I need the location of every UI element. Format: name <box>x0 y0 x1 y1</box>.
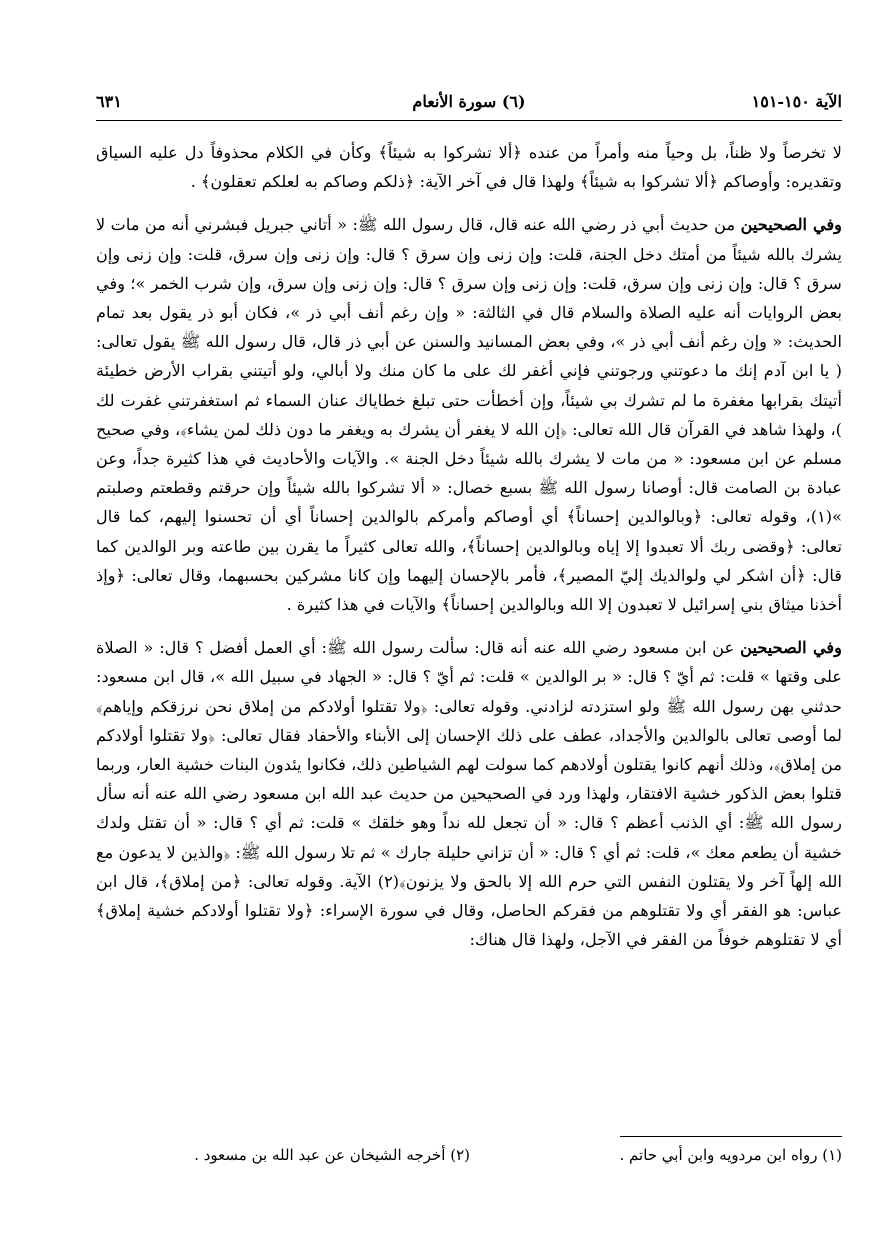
paragraph-text: عن ابن مسعود رضي الله عنه أنه قال: سألت رسول الله ﷺ: أي العمل أفضل ؟ قال: « الصلاة على وقتها » قلت: ثم أيّ ؟ قال: « بر الوالدين » قلت: ثم أيّ ؟ قال: « الجهاد في سبيل الله »، قال ابن مسعود: حدثني بهن رسول الله ﷺ ولو استزدته لزادني. وقوله تعالى: ﴿ولا تقتلوا أولادكم من إملاق نحن نرزقكم وإياهم﴾ لما أوصى تعالى بالوالدين والأجداد، عطف على ذلك الإحسان إلى الأبناء والأحفاد فقال تعالى: ﴿ولا تقتلوا أولادكم من إملاق﴾، وذلك أنهم كانوا يقتلون أولادهم كما سولت لهم الشياطين ذلك، فكانوا يئدون البنات خشية العار، وربما قتلوا بعض الذكور خشية الافتقار، ولهذا ورد في الصحيحين من حديث عبد الله ابن مسعود رضي الله عنه أنه سأل رسول الله ﷺ: أي الذنب أعظم ؟ قال: « أن تجعل لله نداً وهو خلقك » قلت: ثم أي ؟ قال: « أن تقتل ولدك خشية أن يطعم معك »، قلت: ثم أي ؟ قال: « أن تزاني حليلة جارك » ثم تلا رسول الله ﷺ: ﴿والذين لا يدعون مع الله إلهاً آخر ولا يقتلون النفس التي حرم الله إلا بالحق ولا يزنون﴾(٢) الآية. وقوله تعالى: ﴿من إملاق﴾، قال ابن عباس: هو الفقر أي ولا تقتلوهم من فقركم الحاصل، وقال في سورة الإسراء: ﴿ولا تقتلوا أولادكم خشية إملاق﴾ أي لا تقتلوهم خوفاً من الفقر في الآجل، ولهذا قال هناك: <box>96 638 842 950</box>
surah-title: (٦) سورة الأنعام <box>412 92 526 111</box>
verse-range: الآية ١٥٠-١٥١ <box>751 92 842 111</box>
paragraph <box>96 138 842 196</box>
paragraph <box>96 633 842 954</box>
footnotes <box>96 1146 842 1178</box>
footnote-1: (١) رواه ابن مردويه وابن أبي حاتم . <box>619 1146 842 1164</box>
header-divider <box>96 120 842 121</box>
paragraph-text: من حديث أبي ذر رضي الله عنه قال، قال رسول الله ﷺ: « أتاني جبريل فبشرني أنه من مات لا يشرك بالله شيئاً من أمتك دخل الجنة، قلت: وإن زنى وإن سرق ؟ قال: وإن زنى وإن سرق، قلت: وإن زنى وإن سرق ؟ قال: وإن زنى وإن سرق، قلت: وإن زنى وإن سرق ؟ قال: وإن زنى وإن سرق، وإن شرب الخمر »؛ وفي بعض الروايات أنه عليه الصلاة والسلام قال في الثالثة: « وإن رغم أنف أبي ذر »، فكان أبو ذر يقول بعد تمام الحديث: « وإن رغم أنف أبي ذر »، وفي بعض المسانيد والسنن عن أبي ذر قال، قال رسول الله ﷺ يقول تعالى: ( يا ابن آدم إنك ما دعوتني ورجوتني فإني أغفر لك على ما كان منك ولا أبالي، ولو أتيتني بقراب الأرض خطيئة أتيتك بقرابها مغفرة ما لم تشرك بي شيئاً، وإن أخطأت حتى تبلغ خطاياك عنان السماء ثم استغفرتني غفرت لك )، ولهذا شاهد في القرآن قال الله تعالى: ﴿إن الله لا يغفر أن يشرك به ويغفر ما دون ذلك لمن يشاء﴾، وفي صحيح مسلم عن ابن مسعود: « من مات لا يشرك بالله شيئاً دخل الجنة ». والآيات والأحاديث في هذا كثيرة جداً، وعن عبادة بن الصامت قال: أوصانا رسول الله ﷺ بسبع خصال: « ألا تشركوا بالله شيئاً وإن حرقتم وقطعتم وصلبتم »(١)، وقوله تعالى: ﴿وبالوالدين إحساناً﴾ أي أوصاكم وأمركم بالوالدين إحساناً أي أن تحسنوا إليهم، كما قال تعالى: ﴿وقضى ربك ألا تعبدوا إلا إياه وبالوالدين إحساناً﴾، والله تعالى كثيراً ما يقرن بين طاعته وبر الوالدين كما قال: ﴿أن اشكر لي ولوالديك إليّ المصير﴾، فأمر بالإحسان إليهما وإن كانا مشركين بحسبهما، وقال تعالى: ﴿وإذ أخذنا ميثاق بني إسرائيل لا تعبدون إلا الله وبالوالدين إحساناً﴾ والآيات في هذا كثيرة . <box>96 215 842 615</box>
paragraph-text: لا تخرصاً ولا ظناً، بل وحياً منه وأمراً من عنده ﴿ألا تشركوا به شيئاً﴾ وكأن في الكلام محذوفاً دل عليه السياق وتقديره: وأوصاكم ﴿ألا تشركوا به شيئاً﴾ ولهذا قال في آخر الآية: ﴿ذلكم وصاكم به لعلكم تعقلون﴾ . <box>96 143 842 192</box>
running-header <box>96 92 842 118</box>
paragraph-lead: وفي الصحيحين <box>740 215 842 235</box>
paragraph <box>96 210 842 619</box>
footnote-2: (٢) أخرجه الشيخان عن عبد الله بن مسعود . <box>194 1146 470 1164</box>
page-number: ٦٣١ <box>96 92 122 111</box>
paragraph-lead: وفي الصحيحين <box>740 638 842 658</box>
body-text <box>96 138 842 954</box>
footnote-divider <box>620 1136 842 1137</box>
